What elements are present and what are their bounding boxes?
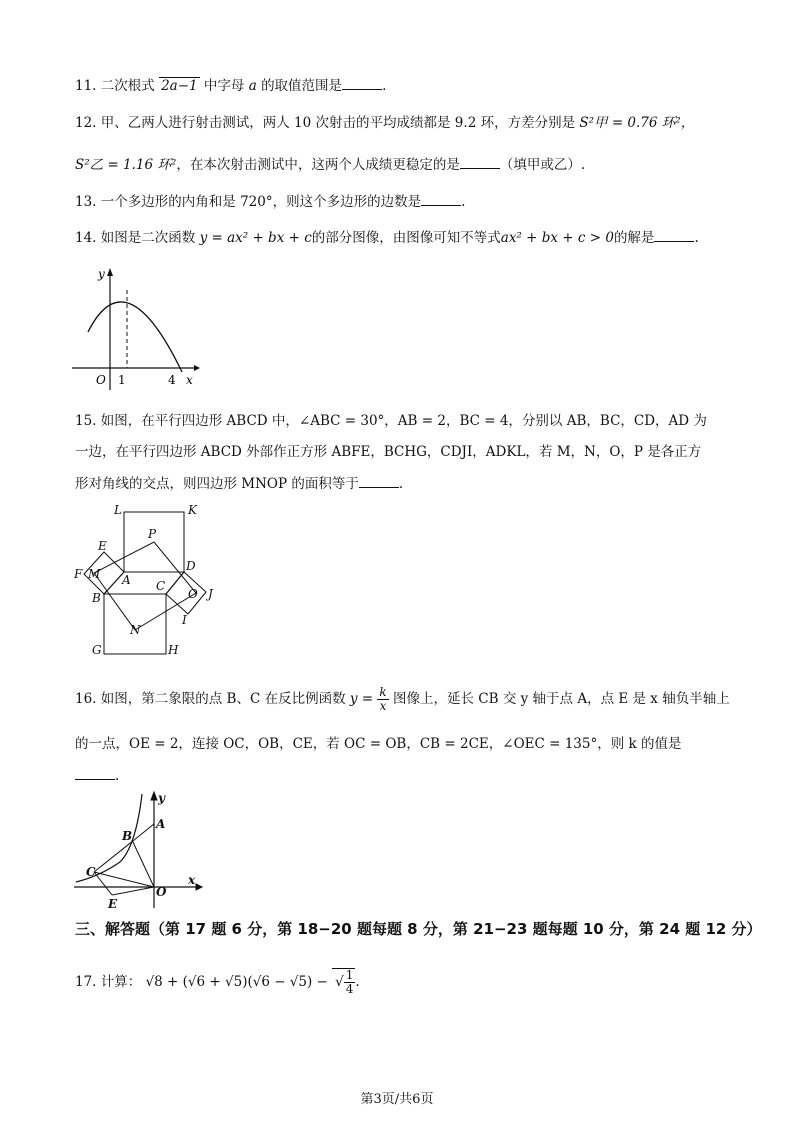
q17-text: 17. 计算： bbox=[75, 974, 142, 990]
origin-label: O bbox=[96, 373, 106, 387]
q12-line1 bbox=[75, 113, 694, 133]
q14-text3: 的解是 bbox=[613, 230, 655, 246]
q15-line1: 15. 如图，在平行四边形 ABCD 中，∠ABC = 30°，AB = 2，BC = 4，分别以 AB，BC，CD，AD 为 bbox=[75, 413, 707, 429]
label-A: A bbox=[122, 573, 131, 587]
q17-sqrt-frac: √ $\frac{1}{4}$ bbox=[332, 968, 355, 996]
q13-text: 13. 一个多边形的内角和是 bbox=[75, 194, 236, 210]
label-E: E bbox=[108, 897, 118, 910]
q16-text: 16. 如图，第二象限的点 B、C 在反比例函数 bbox=[75, 691, 346, 707]
q15-line2: 一边，在平行四边形 ABCD 外部作正方形 ABFE，BCHG，CDJI，ADKL，若 M，N，O，P 是各正方 bbox=[75, 444, 702, 460]
q14-text: 14. 如图是二次函数 bbox=[75, 230, 196, 246]
q16-func-lhs: y = bbox=[349, 691, 374, 707]
line-OB bbox=[132, 840, 154, 887]
q16-fraction bbox=[377, 686, 388, 713]
q16-end: . bbox=[115, 768, 120, 784]
label-A: A bbox=[156, 817, 166, 831]
q15-end: . bbox=[398, 476, 404, 492]
q11-var: a bbox=[248, 78, 257, 94]
page-footer: 第3页/共6页 bbox=[360, 1092, 434, 1107]
label-J: J bbox=[208, 587, 213, 601]
answer-blank[interactable] bbox=[342, 77, 382, 90]
answer-blank[interactable] bbox=[421, 193, 461, 206]
x-label: x bbox=[186, 373, 193, 387]
parabola-curve bbox=[88, 302, 182, 372]
q12-text: 12. 甲、乙两人进行射击测试，两人 10 次射击的平均成绩都是 9.2 环，方差分别是 bbox=[75, 115, 576, 131]
q16-frac-num: k bbox=[379, 685, 387, 699]
q11-text3: 的取值范围是 bbox=[261, 78, 343, 94]
q11-text2: 中字母 bbox=[203, 78, 245, 94]
q14 bbox=[75, 228, 699, 248]
q16-line1 bbox=[75, 686, 730, 713]
answer-blank[interactable] bbox=[359, 475, 399, 488]
q16-text2: 图像上，延长 CB 交 y 轴于点 A，点 E 是 x 轴负半轴上 bbox=[393, 691, 730, 707]
q14-function: y = ax² + bx + c bbox=[199, 230, 312, 246]
q15-text3: 形对角线的交点，则四边形 MNOP 的面积等于 bbox=[75, 476, 359, 492]
answer-blank[interactable] bbox=[460, 156, 500, 169]
label-C: C bbox=[86, 865, 96, 879]
label-C: C bbox=[156, 579, 166, 593]
label-y: y bbox=[158, 791, 165, 805]
q13 bbox=[75, 192, 465, 212]
answer-blank[interactable] bbox=[75, 767, 115, 780]
tick-1-label: 1 bbox=[118, 373, 126, 387]
q12-end: （填甲或乙）. bbox=[499, 157, 586, 173]
q16-frac-den: x bbox=[379, 699, 387, 713]
label-G: G bbox=[92, 643, 102, 657]
q17-end: . bbox=[355, 974, 360, 990]
label-H: H bbox=[168, 643, 179, 657]
label-B: B bbox=[92, 591, 101, 605]
q15-squares-figure bbox=[70, 500, 230, 660]
parallelogram-ABCD bbox=[104, 572, 184, 594]
label-M: M bbox=[88, 567, 101, 581]
q17-expression: √8 + (√6 + √5)(√6 − √5) − bbox=[145, 974, 333, 990]
label-L: L bbox=[114, 503, 122, 517]
q17 bbox=[75, 968, 360, 996]
q13-value: 720° bbox=[240, 194, 273, 210]
quad-MNOP bbox=[94, 542, 196, 630]
label-O: O bbox=[188, 587, 198, 601]
line-OC bbox=[94, 872, 154, 887]
x-axis-arrow bbox=[194, 365, 200, 371]
q17-fraction bbox=[344, 969, 356, 996]
q12-variance-yi: S²乙 = 1.16 环² bbox=[75, 157, 177, 173]
label-K: K bbox=[188, 503, 197, 517]
label-F: F bbox=[74, 567, 83, 581]
q11-text: 11. 二次根式 bbox=[75, 78, 155, 94]
y-label: y bbox=[98, 267, 105, 281]
q14-parabola-graph bbox=[70, 262, 200, 390]
y-axis-arrow bbox=[107, 268, 113, 276]
q16-hyperbola-figure bbox=[70, 790, 210, 910]
label-P: P bbox=[148, 527, 157, 541]
q12-variance-jia: S²甲 = 0.76 环²， bbox=[579, 115, 695, 131]
q17-frac-num: 1 bbox=[345, 968, 354, 982]
q11-radicand: 2a−1 bbox=[161, 78, 198, 94]
label-E: E bbox=[98, 539, 107, 553]
q17-frac-den: 4 bbox=[345, 982, 354, 996]
label-x: x bbox=[188, 873, 196, 887]
q13-end: . bbox=[461, 194, 466, 210]
q15-line3 bbox=[75, 474, 403, 494]
answer-blank[interactable] bbox=[654, 229, 694, 242]
q14-inequality: ax² + bx + c > 0 bbox=[500, 230, 614, 246]
q11-end: . bbox=[382, 78, 387, 94]
label-N: N bbox=[130, 623, 141, 637]
q14-end: . bbox=[694, 230, 699, 246]
section-3-heading: 三、解答题（第 17 题 6 分，第 18−20 题每题 8 分，第 21−23 题每题 10 分，第 24 题 12 分） bbox=[75, 920, 762, 938]
line-EO bbox=[112, 887, 154, 895]
q13-text2: ，则这个多边形的边数是 bbox=[272, 194, 422, 210]
label-O: O bbox=[156, 885, 167, 899]
y-axis-arrow bbox=[151, 792, 157, 800]
q14-text2: 的部分图像，由图像可知不等式 bbox=[311, 230, 501, 246]
label-I: I bbox=[182, 613, 187, 627]
tick-4-label: 4 bbox=[168, 373, 176, 387]
label-D: D bbox=[186, 559, 196, 573]
label-B: B bbox=[122, 829, 133, 843]
q11 bbox=[75, 76, 386, 96]
q12-text2: ，在本次射击测试中，这两个人成绩更稳定的是 bbox=[176, 157, 460, 173]
x-axis-arrow bbox=[196, 884, 202, 890]
q12-line2 bbox=[75, 155, 585, 175]
q16-line2: 的一点，OE = 2，连接 OC，OB，CE，若 OC = OB，CB = 2CE，∠OEC = 135°，则 k 的值是 bbox=[75, 736, 682, 752]
q16-line3 bbox=[75, 766, 119, 786]
